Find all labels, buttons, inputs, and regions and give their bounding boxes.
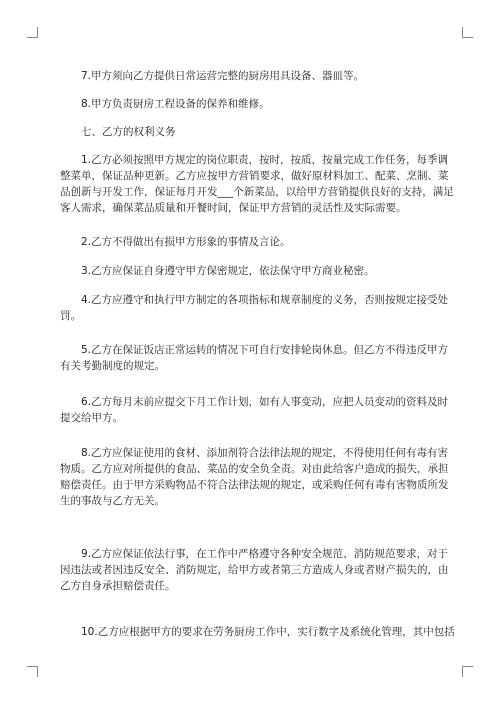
paragraph-line: 7.甲方须向乙方提供日常运营完整的厨房用具设备、器皿等。 [81,70,365,82]
paragraph-b6-plan [60,394,449,426]
paragraph-line: 罚。 [60,310,81,322]
paragraph-line: 因违法或者因违反安全、消防规定，给甲方或者第三方造成人身或者财产损失的，由 [60,564,449,576]
paragraph-line: 提交给甲方。 [60,412,123,424]
paragraph-line: 物质。乙方应对所提供的食品、菜品的安全负全责。对由此给客户造成的损失，承担 [60,463,449,475]
paragraph-line: 9.乙方应保证依法行事，在工作中严格遵守各种安全规范、消防规范要求，对于 [81,548,449,560]
paragraph-line: 4.乙方应遵守和执行甲方制定的各项指标和规章制度的义务，否则按规定接受处 [81,294,449,306]
paragraph-line: 客人需求，确保菜品质量和开餐时间，保证甲方营销的灵活性及实际需要。 [60,202,407,214]
paragraph-line: 有关考勤制度的规定。 [60,360,165,372]
paragraph-b10-management [60,624,455,640]
paragraph-b5-rest [60,342,449,374]
paragraph-line: 3.乙方应保证自身遵守甲方保密规定，依法保守甲方商业秘密。 [81,265,375,277]
paragraph-b1-duties [60,152,454,216]
paragraph-line: 10.乙方应根据甲方的要求在劳务厨房工作中，实行数字及系统化管理，其中包括 [81,626,455,638]
paragraph-line: 5.乙方在保证饭店正常运转的情况下可自行安排轮岗休息。但乙方不得违反甲方 [81,344,449,356]
page-corner-mark-bottom-right [462,666,473,677]
paragraph-line: 赔偿责任。由于甲方采购物品不符合法律法规的规定，或采购任何有毒有害物质所发 [60,479,449,491]
paragraph-b3-confidentiality [60,263,442,279]
paragraph-line: 七、乙方的权利义务 [81,126,176,138]
page-corner-mark-bottom-left [27,666,38,677]
page-corner-mark-top-right [462,27,473,38]
paragraph-8-maintenance [60,96,442,112]
paragraph-line: 整菜单，保证品种更新。乙方应按甲方营销要求，做好原材料加工、配菜、烹制、菜 [60,170,449,182]
paragraph-b8-food-safety [60,445,449,509]
paragraph-line: 2.乙方不得做出有损甲方形象的事情及言论。 [81,236,291,248]
page-corner-mark-top-left [27,27,38,38]
paragraph-b9-lawful-safety [60,546,449,594]
paragraph-line: 生的事故与乙方无关。 [60,495,165,507]
paragraph-b2-image [60,234,442,250]
paragraph-line: 品创新与开发工作，保证每月开发___个新菜品，以给甲方营销提供良好的支持，满足 [60,186,454,198]
paragraph-7-equipment [60,68,442,84]
paragraph-line: 乙方自身承担赔偿责任。 [60,580,176,592]
paragraph-line: 8.乙方应保证使用的食材、添加剂符合法律法规的规定，不得使用任何有毒有害 [81,447,449,459]
paragraph-line: 8.甲方负责厨房工程设备的保养和维修。 [81,98,270,110]
paragraph-line: 6.乙方每月末前应提交下月工作计划，如有人事变动，应把人员变动的资料及时 [81,396,449,408]
paragraph-line: 1.乙方必须按照甲方规定的岗位职责，按时，按质，按量完成工作任务，每季调 [81,154,449,166]
section-heading-party-b-rights [60,124,442,140]
paragraph-b4-rules [60,292,449,324]
